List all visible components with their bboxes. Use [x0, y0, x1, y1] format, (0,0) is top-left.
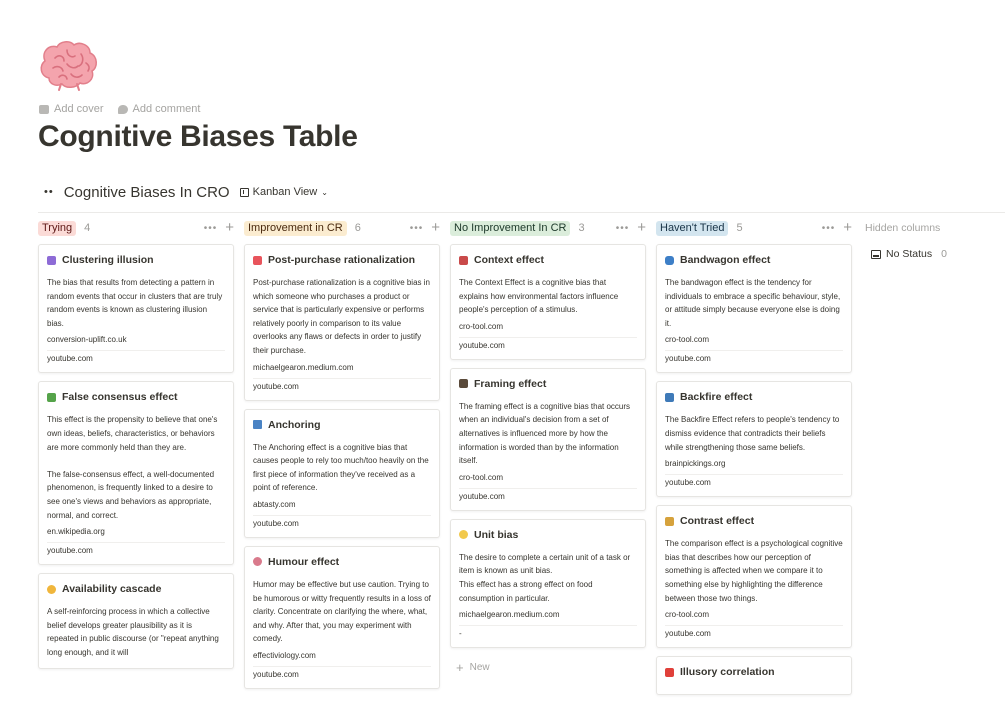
card[interactable] [244, 409, 440, 538]
more-icon[interactable]: ••• [203, 222, 218, 234]
column-count: 3 [578, 222, 585, 234]
add-comment-button[interactable] [118, 103, 201, 115]
database-header [44, 183, 328, 201]
card-link[interactable]: youtube.com [459, 491, 505, 501]
clown-icon [253, 557, 262, 566]
add-card-icon[interactable]: + [843, 219, 852, 236]
card-title: Illusory correlation [680, 666, 775, 679]
add-cover-label: Add cover [54, 103, 104, 115]
clinking-glasses-icon [665, 517, 674, 526]
card-link[interactable]: cro-tool.com [459, 319, 637, 338]
card[interactable] [656, 381, 852, 497]
status-tag[interactable]: Improvement in CR [244, 221, 347, 236]
card-link[interactable]: youtube.com [47, 546, 93, 556]
column-no-improvement-in-cr [450, 220, 646, 679]
card-title: Clustering illusion [62, 254, 154, 266]
view-label: Kanban View [252, 186, 318, 198]
card-title: Context effect [474, 254, 545, 266]
card-description: Post-purchase rationalization is a cognitive bias in which someone who purchases a product or service that is particularly expensive or performs relatively poorly in comparison to its value overlooks any flaws or defects in order to justify their purchase. [253, 278, 430, 355]
add-comment-label: Add comment [132, 103, 201, 115]
card[interactable] [38, 244, 234, 373]
column-count: 4 [84, 222, 91, 234]
new-card-label: New [469, 662, 490, 674]
card-link[interactable]: effectiviology.com [253, 648, 431, 667]
card-description: The bandwagon effect is the tendency for individuals to embrace a specific behaviour, style, or attitude simply because everyone else is doing it. [665, 278, 841, 328]
card-title: Anchoring [268, 418, 321, 431]
card-link[interactable]: abtasty.com [253, 497, 431, 516]
page-title[interactable]: Cognitive Biases Table [38, 120, 358, 153]
card-description: The framing effect is a cognitive bias that occurs when an individual's decision from a set of alternatives is influenced more by how the information is worded than by the information itself. [459, 401, 631, 466]
add-card-icon[interactable]: + [431, 219, 440, 236]
card-title: Unit bias [474, 528, 519, 541]
status-tag[interactable]: Trying [38, 221, 76, 236]
database-title[interactable]: Cognitive Biases In CRO [63, 183, 230, 201]
purple-square-icon [47, 256, 56, 265]
card-title: Availability cascade [62, 583, 162, 596]
hidden-columns [865, 220, 1005, 260]
column-count: 6 [354, 222, 361, 234]
chevron-down-icon: ⌄ [321, 187, 328, 197]
brain-icon[interactable] [37, 38, 99, 92]
card-description: The Backfire Effect refers to people's tendency to dismiss evidence that contradicts their beliefs while strengthening those same beliefs. [665, 415, 840, 452]
moon-icon [459, 530, 468, 539]
card-description: A self-reinforcing process in which a collective belief develops greater plausibility as it is repeated in public discourse (or "repeat anything long enough, and it will [47, 607, 219, 657]
column-havent-tried [656, 220, 852, 703]
card[interactable] [244, 546, 440, 689]
card[interactable] [656, 505, 852, 648]
status-tag[interactable]: No Improvement In CR [450, 221, 570, 236]
column-header [38, 220, 234, 236]
card[interactable] [450, 368, 646, 511]
plus-icon: + [456, 660, 464, 676]
more-icon[interactable]: ••• [615, 222, 630, 234]
anchor-icon [253, 420, 262, 429]
car-icon [665, 256, 674, 265]
more-icon[interactable]: ••• [821, 222, 836, 234]
column-trying [38, 220, 234, 677]
card-link[interactable]: michaelgearon.medium.com [459, 607, 637, 626]
view-switcher[interactable] [240, 186, 328, 198]
briefcase-icon [459, 256, 468, 265]
card-link[interactable]: youtube.com [253, 669, 299, 679]
card-description: The Anchoring effect is a cognitive bias that causes people to rely too much/too heavily on the first piece of information they've received as a point of reference. [253, 442, 429, 493]
card[interactable] [656, 244, 852, 373]
image-icon [39, 105, 49, 114]
add-card-icon[interactable]: + [225, 219, 234, 236]
sun-icon [47, 585, 56, 594]
counterclockwise-arrows-icon [665, 393, 674, 402]
page-actions [39, 103, 200, 115]
card-description: This effect is the propensity to believe that one's own ideas, beliefs, characteristics, or behaviors are more commonly held than they are. The false-consensus effect, a well-documented phenomenon, is frequently linked to a desire to see one's views and behaviors as appropriate, normal, and correct. [47, 415, 218, 520]
more-icon[interactable]: ••• [409, 222, 424, 234]
card-link[interactable]: youtube.com [665, 478, 711, 488]
no-status-count: 0 [941, 248, 947, 260]
add-card-icon[interactable]: + [637, 219, 646, 236]
card-description: The desire to complete a certain unit of a task or item is known as unit bias. This effect has a strong effect on food consumption in particular. [459, 552, 631, 603]
card[interactable] [244, 244, 440, 401]
card[interactable] [450, 244, 646, 360]
board-view-icon [240, 188, 249, 197]
kanban-board [38, 212, 1005, 679]
card-link[interactable]: - [459, 629, 462, 639]
frame-icon [459, 379, 468, 388]
card-link[interactable]: youtube.com [47, 354, 93, 364]
card-link[interactable]: youtube.com [459, 340, 505, 350]
card-link[interactable]: youtube.com [253, 518, 299, 528]
inbox-icon [871, 250, 881, 259]
status-tag[interactable]: Haven't Tried [656, 221, 728, 236]
divider [38, 212, 1005, 213]
card-link[interactable]: brainpickings.org [665, 456, 843, 475]
card-link[interactable]: cro-tool.com [665, 607, 843, 626]
card-description: The comparison effect is a psychological cognitive bias that describes how our perception of something is affected when we compare it to something else by highlighting the difference between those two things. [665, 539, 843, 603]
card-title: Bandwagon effect [680, 254, 771, 266]
card-link[interactable]: youtube.com [665, 354, 711, 364]
column-header [244, 220, 440, 236]
card-link[interactable]: youtube.com [665, 629, 711, 639]
card-description: The bias that results from detecting a pattern in random events that occur in clusters that are truly random events is known as clustering illusion bias. [47, 278, 223, 328]
card-link[interactable]: conversion-uplift.co.uk [47, 332, 225, 351]
card-title: False consensus effect [62, 391, 178, 404]
card-link[interactable]: en.wikipedia.org [47, 524, 225, 543]
column-header [656, 220, 852, 236]
card[interactable] [450, 519, 646, 648]
card[interactable] [38, 573, 234, 668]
card-link[interactable]: cro-tool.com [459, 470, 637, 489]
card-title: Backfire effect [680, 391, 753, 404]
add-cover-button[interactable] [39, 103, 104, 115]
card-description: The Context Effect is a cognitive bias that explains how environmental factors influence people's perception of a stimulus. [459, 278, 619, 315]
card-title: Post-purchase rationalization [268, 254, 416, 266]
no-status-label: No Status [886, 248, 933, 260]
card-link[interactable]: youtube.com [253, 381, 299, 391]
hidden-columns-label: Hidden columns [865, 222, 941, 234]
card-title: Contrast effect [680, 515, 755, 528]
database-handle-icon[interactable]: •• [44, 186, 54, 198]
card-link[interactable]: michaelgearon.medium.com [253, 360, 431, 379]
column-count: 5 [736, 222, 743, 234]
card-link[interactable]: cro-tool.com [665, 332, 843, 351]
card[interactable] [656, 656, 852, 695]
card[interactable] [38, 381, 234, 565]
new-card-button[interactable] [450, 656, 646, 679]
comment-icon [118, 105, 128, 114]
column-improvement-in-cr [244, 220, 440, 697]
no-status-group[interactable] [865, 248, 1005, 260]
card-description: Humor may be effective but use caution. Trying to be humorous or witty frequently results in a loss of clarity. Concentrate on clarifying the where, what, and why. After that, you may experiment with comedy. [253, 579, 431, 644]
card-title: Framing effect [474, 377, 547, 390]
exclamation-question-icon [665, 668, 674, 677]
heart-ribbon-icon [253, 256, 262, 265]
green-cross-box-icon [47, 393, 56, 402]
card-title: Humour effect [268, 555, 340, 568]
column-header [450, 220, 646, 236]
